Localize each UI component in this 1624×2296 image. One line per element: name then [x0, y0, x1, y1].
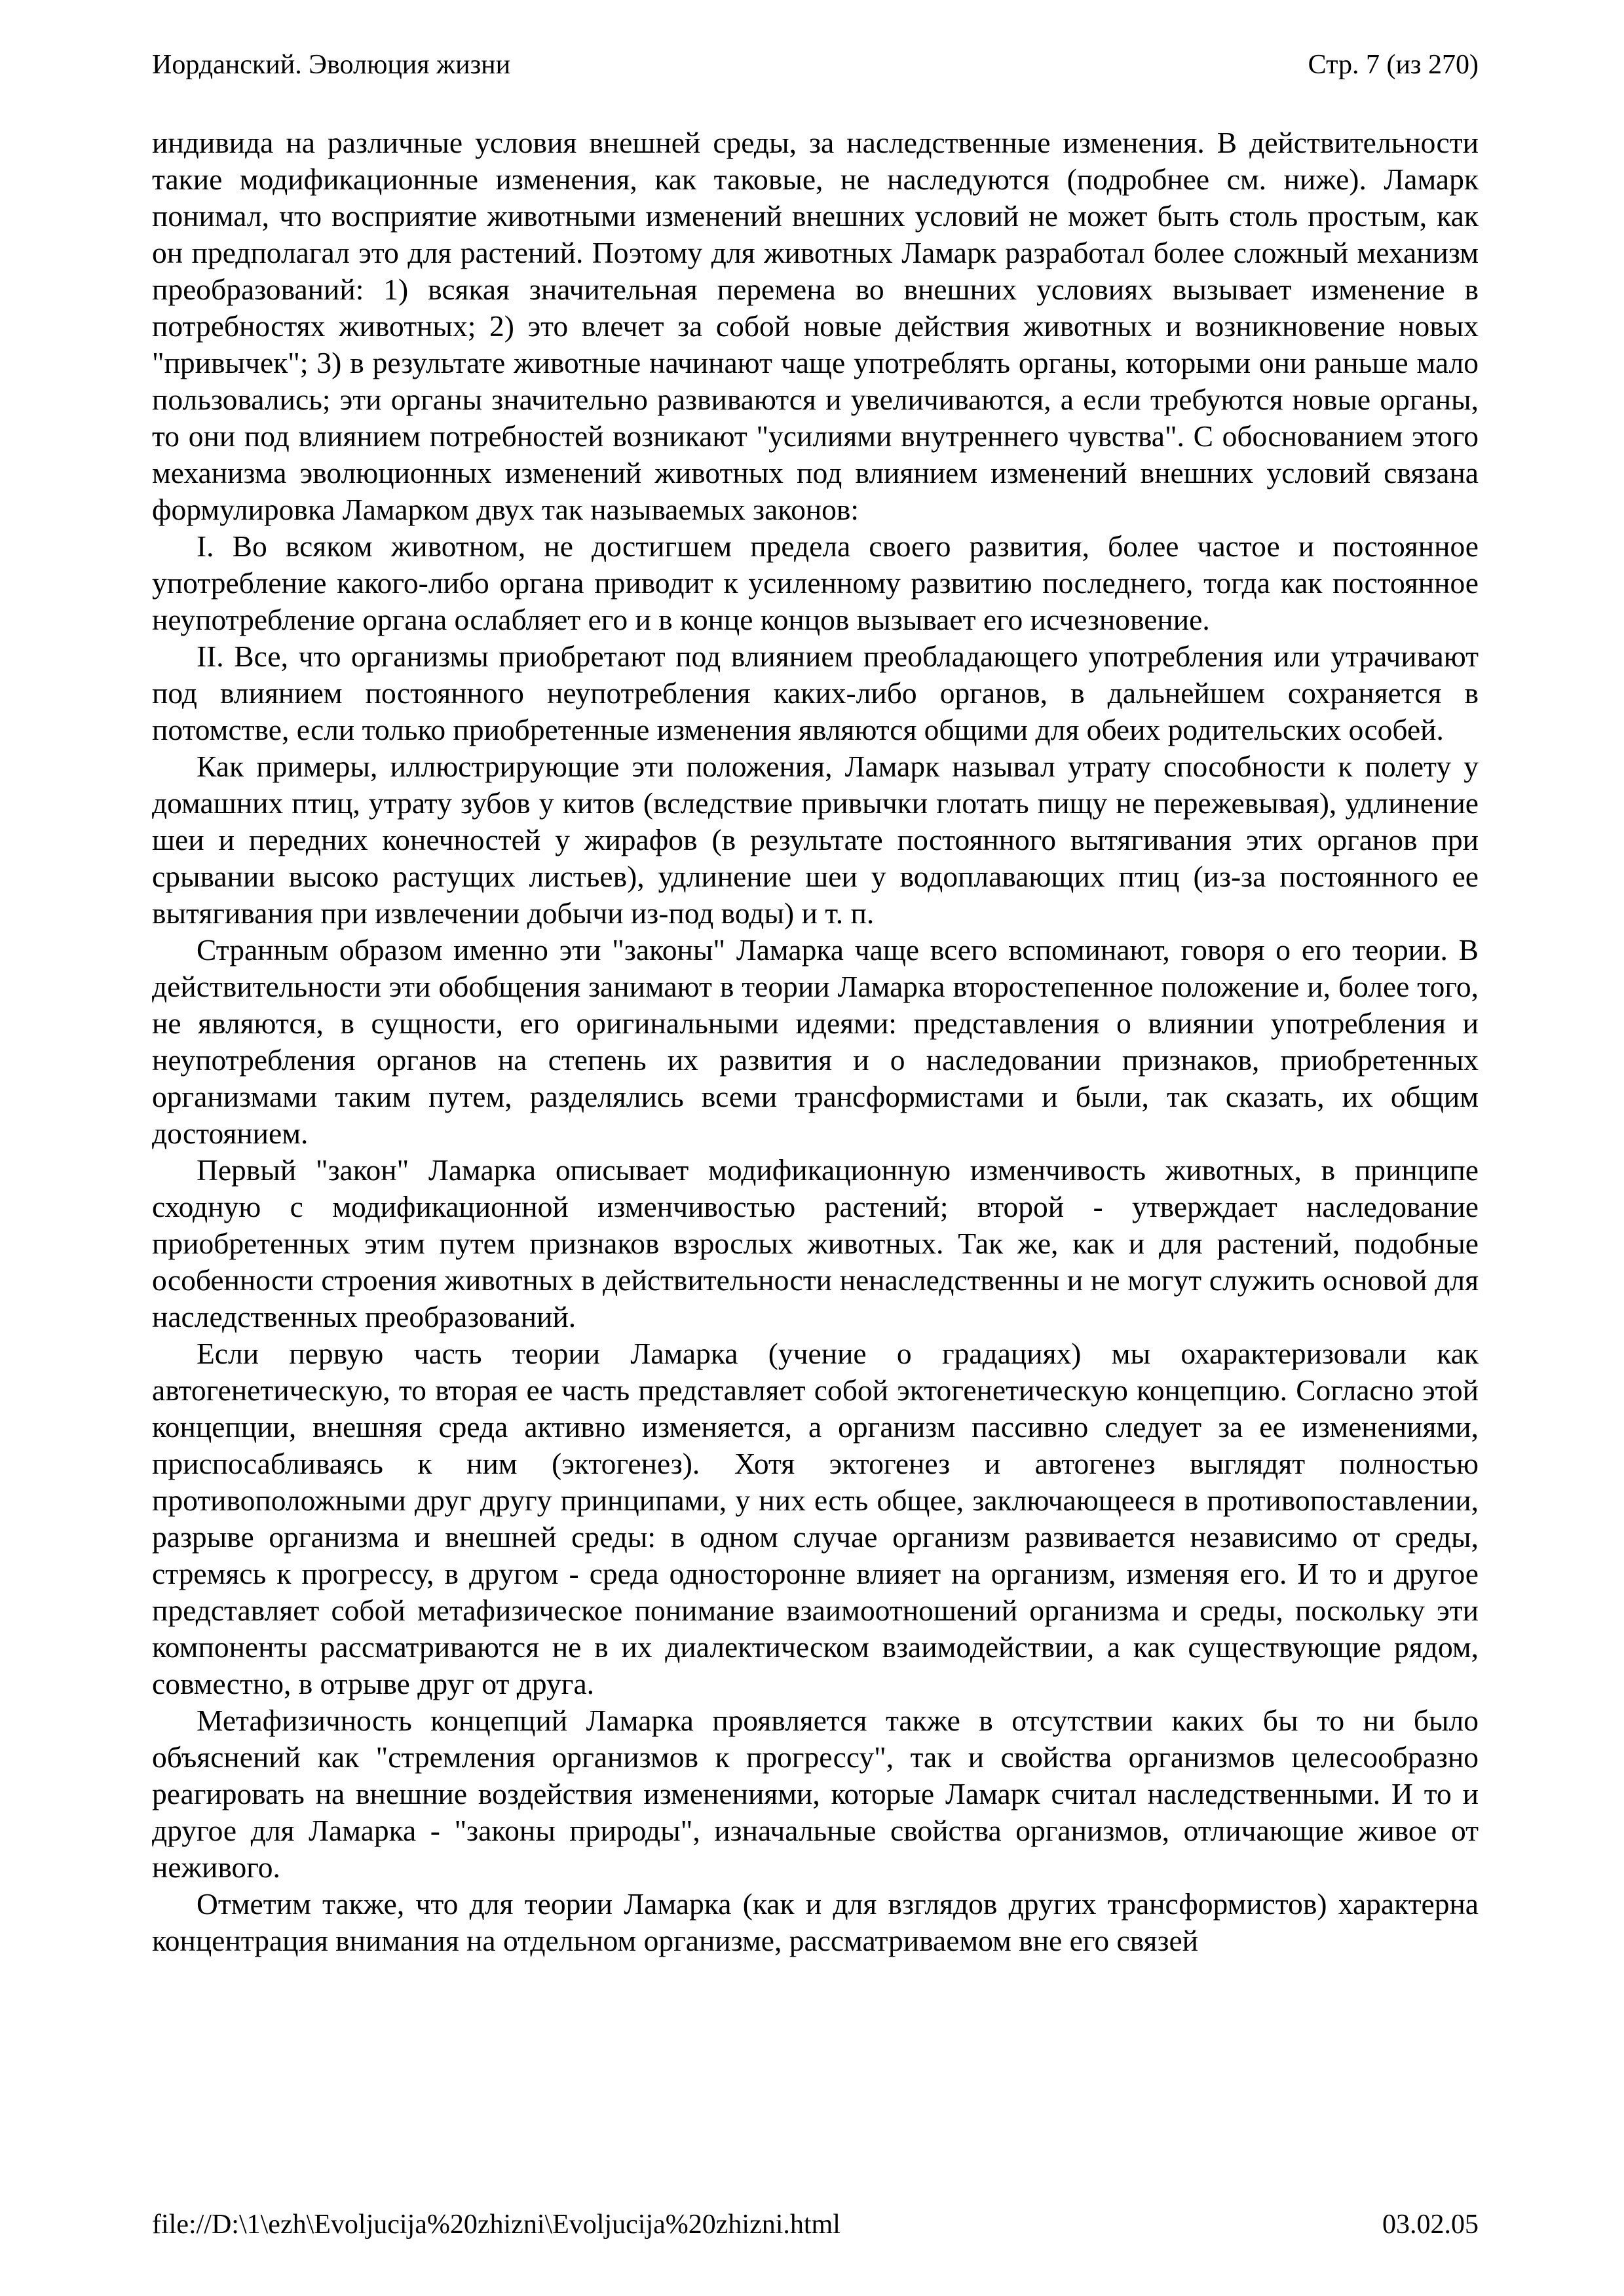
- paragraph-2: I. Во всяком животном, не достигшем предела своего развития, более частое и постоянное употребление какого-либо органа приводит к усиленному развитию последнего, тогда как постоянное неупотребление органа ослабляет его и в конце концов вызывает его исчезновение.: [152, 529, 1479, 636]
- paragraph-7: Если первую часть теории Ламарка (учение о градациях) мы охарактеризовали как автогенетическую, то вторая ее часть представляет собой эктогенетическую концепцию. Согласно этой концепции, внешняя среда активно изменяется, а организм пассивно следует за ее изменениями, приспосабливаясь к ним (эктогенез). Хотя эктогенез и автогенез выглядят полностью противоположными друг другу принципами, у них есть общее, заключающееся в противопоставлении, разрыве организма и внешней среды: в одном случае организм развивается независимо от среды, стремясь к прогрессу, в другом - среда односторонне влияет на организм, изменяя его. И то и другое представляет собой метафизическое понимание взаимоотношений организма и среды, поскольку эти компоненты рассматриваются не в их диалектическом взаимодействии, а как существующие рядом, совместно, в отрыве друг от друга.: [152, 1337, 1479, 1700]
- file-path: file://D:\1\ezh\Evoljucija%20zhizni\Evoljucija%20zhizni.html: [152, 2210, 840, 2240]
- paragraph-4: Как примеры, иллюстрирующие эти положения, Ламарк называл утрату способности к полету у домашних птиц, утрату зубов у китов (вследствие привычки глотать пищу не пережевывая), удлинение шеи и передних конечностей у жирафов (в результате постоянного вытягивания этих органов при срывании высоко растущих листьев), удлинение шеи у водоплавающих птиц (из-за постоянного ее вытягивания при извлечении добычи из-под воды) и т. п.: [152, 750, 1479, 930]
- paragraph-8: Метафизичность концепций Ламарка проявляется также в отсутствии каких бы то ни было объяснений как "стремления организмов к прогрессу", так и свойства организмов целесообразно реагировать на внешние воздействия изменениями, которые Ламарк считал наследственными. И то и другое для Ламарка - "законы природы", изначальные свойства организмов, отличающие живое от неживого.: [152, 1704, 1479, 1884]
- page-number: Стр. 7 (из 270): [1308, 50, 1479, 80]
- paragraph-1: индивида на различные условия внешней среды, за наследственные изменения. В действительности такие модификационные изменения, как таковые, не наследуются (подробнее см. ниже). Ламарк понимал, что восприятие животными изменений внешних условий не может быть столь простым, как он предполагал это для растений. Поэтому для животных Ламарк разработал более сложный механизм преобразований: 1) всякая значительная перемена во внешних условиях вызывает изменение в потребностях животных; 2) это влечет за собой новые действия животных и возникновение новых "привычек"; 3) в результате животные начинают чаще употреблять органы, которыми они раньше мало пользовались; эти органы значительно развиваются и увеличиваются, а если требуются новые органы, то они под влиянием потребностей возникают "усилиями внутреннего чувства". С обоснованием этого механизма эволюционных изменений животных под влиянием изменений внешних условий связана формулировка Ламарком двух так называемых законов:: [152, 126, 1479, 526]
- paragraph-9: Отметим также, что для теории Ламарка (как и для взглядов других трансформистов) характерна концентрация внимания на отдельном организме, рассматриваемом вне его связей: [152, 1887, 1479, 1957]
- document-body: [152, 124, 1479, 1959]
- print-date: 03.02.05: [1382, 2210, 1479, 2240]
- document-title: Иорданский. Эволюция жизни: [152, 50, 511, 80]
- paragraph-6: Первый "закон" Ламарка описывает модификационную изменчивость животных, в принципе сходную с модификационной изменчивостью растений; второй - утверждает наследование приобретенных этим путем признаков взрослых животных. Так же, как и для растений, подобные особенности строения животных в действительности ненаследственны и не могут служить основой для наследственных преобразований.: [152, 1153, 1479, 1333]
- page-header: [152, 48, 1479, 81]
- page-footer: [152, 2208, 1479, 2241]
- paragraph-5: Странным образом именно эти "законы" Ламарка чаще всего вспоминают, говоря о его теории. В действительности эти обобщения занимают в теории Ламарка второстепенное положение и, более того, не являются, в сущности, его оригинальными идеями: представления о влиянии употребления и неупотребления органов на степень их развития и о наследовании признаков, приобретенных организмами таким путем, разделялись всеми трансформистами и были, так сказать, их общим достоянием.: [152, 933, 1479, 1150]
- paragraph-3: II. Все, что организмы приобретают под влиянием преобладающего употребления или утрачивают под влиянием постоянного неупотребления каких-либо органов, в дальнейшем сохраняется в потомстве, если только приобретенные изменения являются общими для обеих родительских особей.: [152, 640, 1479, 746]
